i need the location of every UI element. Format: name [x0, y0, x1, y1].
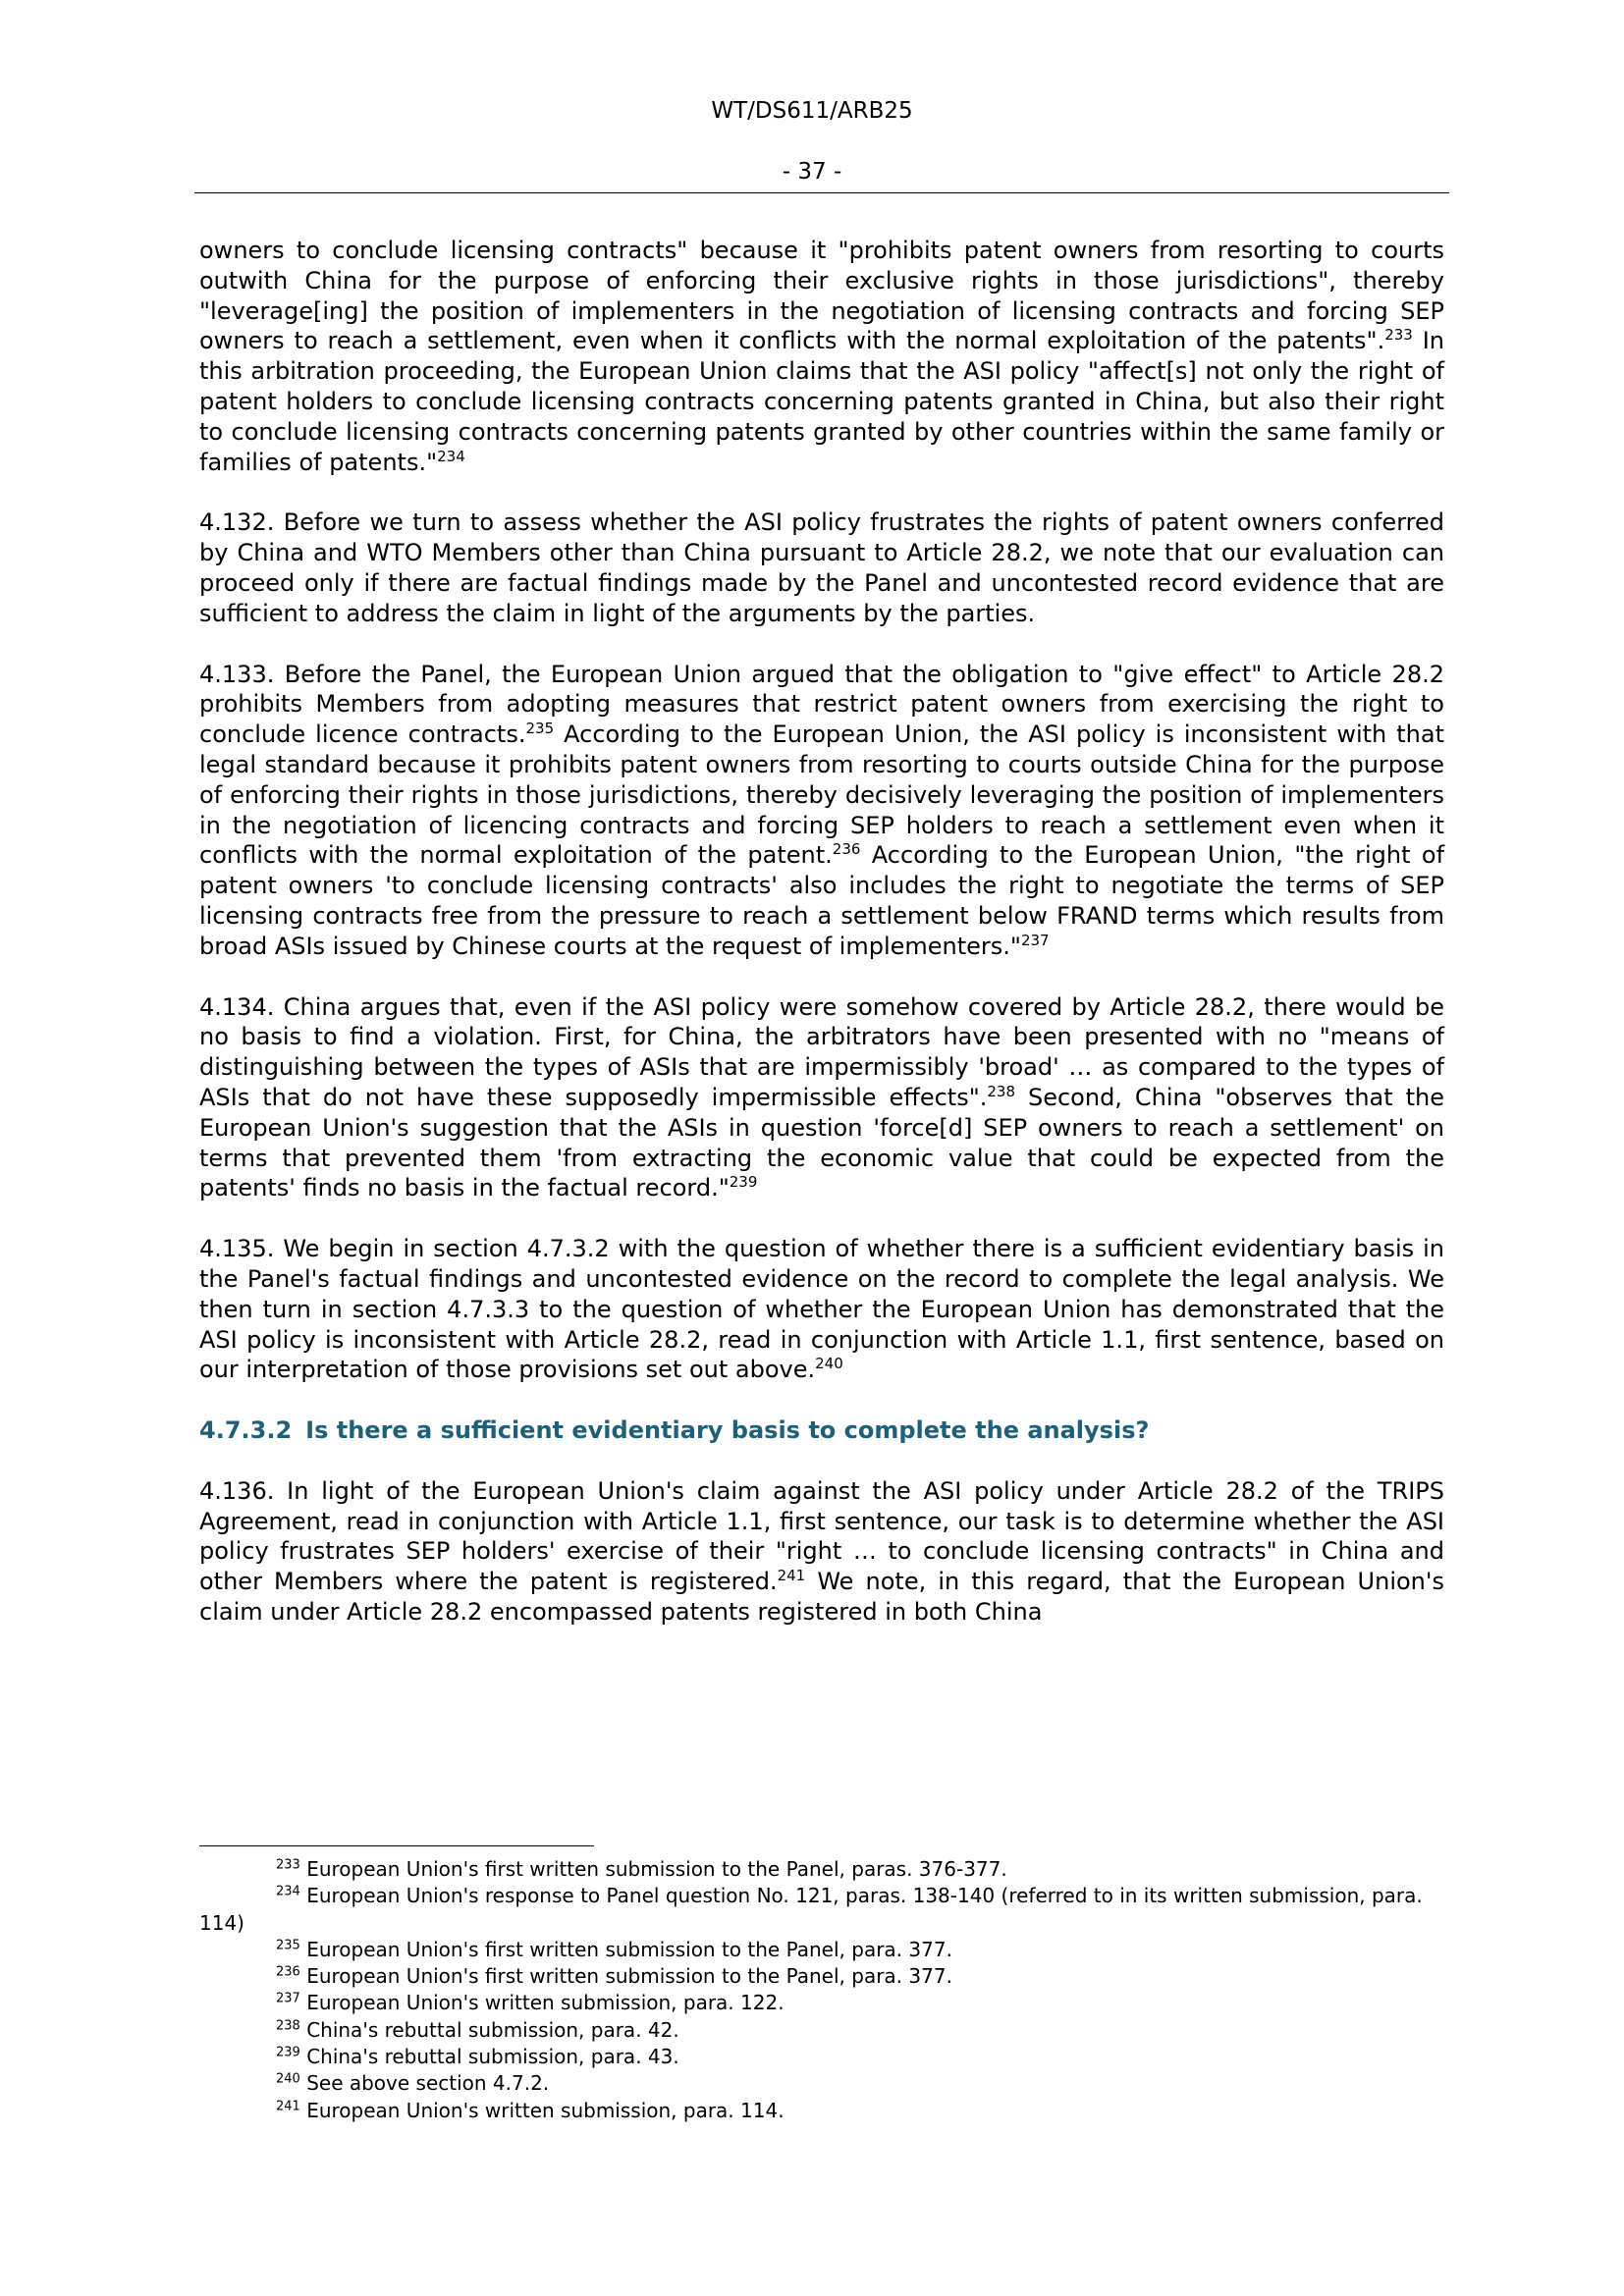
section-heading	[199, 1415, 1444, 1446]
footnote-ref[interactable]: 233	[1384, 326, 1413, 345]
footnote	[199, 1990, 1444, 2016]
paragraph-4-132	[199, 507, 1444, 628]
footnote	[199, 2017, 1444, 2044]
footnote	[199, 2070, 1444, 2097]
footnote	[199, 1963, 1444, 1990]
footnote-number: 241	[276, 2099, 300, 2114]
section-title: Is there a sufficient evidentiary basis to complete the analysis?	[305, 1416, 1150, 1445]
footnote	[199, 1856, 1444, 1883]
footnote-text: European Union's first written submission to the Panel, paras. 376-377.	[306, 1857, 1007, 1881]
paragraph-text: Second, China "observes that the European Union's suggestion that the ASIs in question 'force[d] SEP owners to reach a settlement' on terms that prevented them 'from extracting the economic value that could be expected from the patents' finds no basis in the factual record."	[199, 1083, 1444, 1202]
footnote-number: 239	[276, 2045, 300, 2060]
paragraph-text: owners to conclude licensing contracts" because it "prohibits patent owners from resorting to courts outwith China for the purpose of enforcing their exclusive rights in those jurisdictions", thereby "leverage[ing] the position of implementers in the negotiation of licensing contracts and forcing SEP owners to reach a settlement, even when it conflicts with the normal exploitation of the patents".	[199, 237, 1444, 355]
footnote-number: 240	[276, 2071, 300, 2087]
paragraph-4-133	[199, 660, 1444, 962]
footnote	[199, 1937, 1444, 1963]
footnote-number: 237	[276, 1991, 300, 2006]
paragraph-text: According to the European Union, "the right of patent owners 'to conclude licensing contracts' also includes the right to negotiate the terms of SEP licensing contracts free from the pressure to reach a settlement below FRAND terms which results from broad ASIs issued by Chinese courts at the request of implementers."	[199, 841, 1445, 960]
paragraph-number: 4.134.	[199, 992, 275, 1021]
footnote-number: 234	[276, 1884, 300, 1899]
footnote-ref[interactable]: 236	[832, 840, 861, 859]
footnote-ref[interactable]: 237	[1020, 931, 1050, 949]
paragraph-4-134	[199, 992, 1444, 1204]
paragraph-number: 4.132.	[199, 508, 275, 537]
paragraph-text: According to the European Union, the ASI policy is inconsistent with that legal standard because it prohibits patent owners from resorting to courts outside China for the purpose of enforcing their rights in those jurisdictions, thereby decisively leveraging the position of implementers in the negotiation of licencing contracts and forcing SEP holders to reach a settlement even when it conflicts with the normal exploitation of the patent.	[199, 721, 1445, 870]
footnote-text: European Union's first written submission to the Panel, para. 377.	[306, 1964, 952, 1989]
paragraph-number: 4.133.	[199, 660, 275, 688]
paragraph-text: We begin in section 4.7.3.2 with the question of whether there is a sufficient evidentiary basis in the Panel's factual findings and uncontested evidence on the record to complete the legal analysis. We then turn in section 4.7.3.3 to the question of whether the European Union has demonstrated that the ASI policy is inconsistent with Article 28.2, read in conjunction with Article 1.1, first sentence, based on our interpretation of those provisions set out above.	[199, 1235, 1444, 1384]
footnote	[199, 2044, 1444, 2070]
footnote-number: 233	[276, 1857, 300, 1873]
header-rule	[194, 192, 1449, 193]
footnotes	[199, 1856, 1444, 2124]
footnote-text: European Union's response to Panel question No. 121, paras. 138-140 (referred to in its written submission, para. 114)	[199, 1884, 1423, 1935]
paragraph-text: China argues that, even if the ASI policy were somehow covered by Article 28.2, there would be no basis to find a violation. First, for China, the arbitrators have been presented with no "means of distinguishing between the types of ASIs that are impermissibly 'broad' … as compared to the types of ASIs that do not have these supposedly impermissible effects".	[199, 992, 1444, 1111]
page-number: - 37 -	[782, 159, 842, 185]
footnote-text: European Union's first written submission to the Panel, para. 377.	[306, 1937, 952, 1961]
footnote-ref[interactable]: 234	[437, 447, 465, 465]
footnote-text: China's rebuttal submission, para. 43.	[306, 2045, 679, 2069]
footnote-ref[interactable]: 235	[525, 720, 555, 738]
footnote-text: China's rebuttal submission, para. 42.	[306, 2017, 679, 2042]
footnote-number: 238	[276, 2018, 300, 2034]
document-symbol: WT/DS611/ARB25	[711, 98, 913, 124]
footnote-text: European Union's written submission, para. 114.	[306, 2098, 785, 2122]
footnote-ref[interactable]: 238	[987, 1082, 1016, 1100]
paragraph-4-135	[199, 1234, 1444, 1385]
footnote-ref[interactable]: 240	[815, 1355, 843, 1373]
footnote-ref[interactable]: 239	[729, 1173, 758, 1192]
footnote-ref[interactable]: 241	[777, 1567, 806, 1585]
body-text	[199, 236, 1444, 1658]
paragraph-text: Before the Panel, the European Union argued that the obligation to "give effect" to Article 28.2 prohibits Members from adopting measures that restrict patent owners from exercising the right to conclude licence contracts.	[199, 660, 1444, 749]
footnote-number: 236	[276, 1964, 300, 1980]
paragraph-number: 4.136.	[199, 1476, 275, 1505]
paragraph-continuation	[199, 236, 1444, 477]
paragraph-text: Before we turn to assess whether the ASI policy frustrates the rights of patent owners conferred by China and WTO Members other than China pursuant to Article 28.2, we note that our evaluation can proceed only if there are factual findings made by the Panel and uncontested record evidence that are sufficient to address the claim in light of the arguments by the parties.	[199, 508, 1444, 627]
footnote-text: See above section 4.7.2.	[306, 2071, 550, 2096]
paragraph-4-136	[199, 1476, 1444, 1628]
paragraph-number: 4.135.	[199, 1235, 275, 1263]
footnote-number: 235	[276, 1938, 300, 1953]
paragraph-text: In this arbitration proceeding, the European Union claims that the ASI policy "affect[s] not only the right of patent holders to conclude licensing contracts concerning patents granted in China, but also their right to conclude licensing contracts concerning patents granted by other countries within the same family or families of patents."	[199, 327, 1445, 476]
footnote	[199, 1883, 1444, 1937]
footnote-separator	[199, 1845, 594, 1846]
paragraph-text: We note, in this regard, that the European Union's claim under Article 28.2 encompassed patents registered in both China	[199, 1568, 1444, 1627]
footnote	[199, 2098, 1444, 2124]
section-number: 4.7.3.2	[199, 1416, 293, 1445]
paragraph-text: In light of the European Union's claim against the ASI policy under Article 28.2 of the TRIPS Agreement, read in conjunction with Article 1.1, first sentence, our task is to determine whether the ASI policy frustrates SEP holders' exercise of their "right … to conclude licensing contracts" in China and other Members where the patent is registered.	[199, 1476, 1444, 1596]
footnote-text: European Union's written submission, para. 122.	[306, 1991, 785, 2015]
